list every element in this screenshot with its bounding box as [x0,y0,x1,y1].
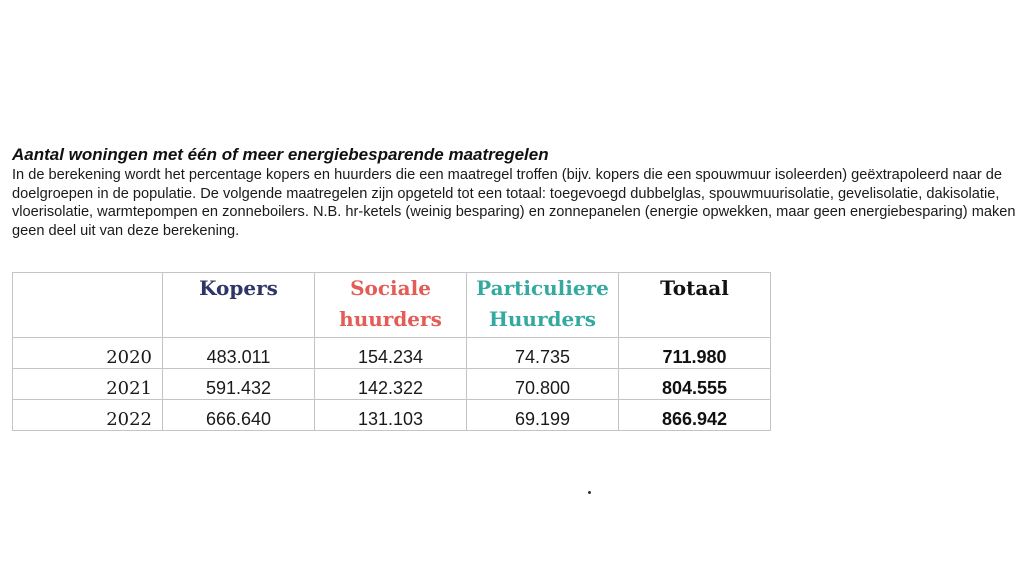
data-table-container [12,272,771,431]
cell-sociale: 131.103 [315,400,467,431]
cell-sociale: 142.322 [315,369,467,400]
cell-kopers: 666.640 [163,400,315,431]
table-row [13,338,771,369]
document-intro-paragraph: In de berekening wordt het percentage kopers en huurders die een maatregel troffen (bijv. kopers die een spouwmuur isoleerden) geëxtrapoleerd naar de doelgroepen in de populatie. De volgende maatregelen zijn opgeteld tot een totaal: toegevoegd dubbelglas, spouwmuurisolatie, gevelisolatie, dakisolatie, vloerisolatie, warmtepompen en zonneboilers. N.B. hr-ketels (weinig besparing) en zonnepanelen (energie opwekken, maar geen energiebesparing) maken geen deel uit van deze berekening. [12,167,1016,239]
cell-sociale: 154.234 [315,338,467,369]
header-particuliere-line2: Huurders [488,307,597,331]
document-text-block [12,144,1022,240]
header-totaal [619,273,771,338]
stray-dot-mark [588,491,591,494]
header-particuliere-line1: Particuliere [476,276,609,300]
cell-kopers: 483.011 [163,338,315,369]
header-sociale-line1: Sociale [350,276,431,300]
cell-year: 2021 [13,369,163,400]
cell-year: 2020 [13,338,163,369]
header-cell-empty [13,273,163,338]
document-title: Aantal woningen met één of meer energiebesparende maatregelen [12,145,549,164]
table-row [13,369,771,400]
cell-kopers: 591.432 [163,369,315,400]
table-row [13,400,771,431]
table-header-row [13,273,771,338]
cell-totaal: 866.942 [619,400,771,431]
header-particuliere-huurders [467,273,619,338]
cell-totaal: 804.555 [619,369,771,400]
cell-particuliere: 69.199 [467,400,619,431]
cell-totaal: 711.980 [619,338,771,369]
header-sociale-line2: huurders [339,307,442,331]
header-sociale-huurders [315,273,467,338]
cell-year: 2022 [13,400,163,431]
energy-measures-table [12,272,771,431]
header-kopers [163,273,315,338]
cell-particuliere: 74.735 [467,338,619,369]
cell-particuliere: 70.800 [467,369,619,400]
header-kopers-label: Kopers [199,276,278,300]
header-totaal-label: Totaal [660,276,729,300]
